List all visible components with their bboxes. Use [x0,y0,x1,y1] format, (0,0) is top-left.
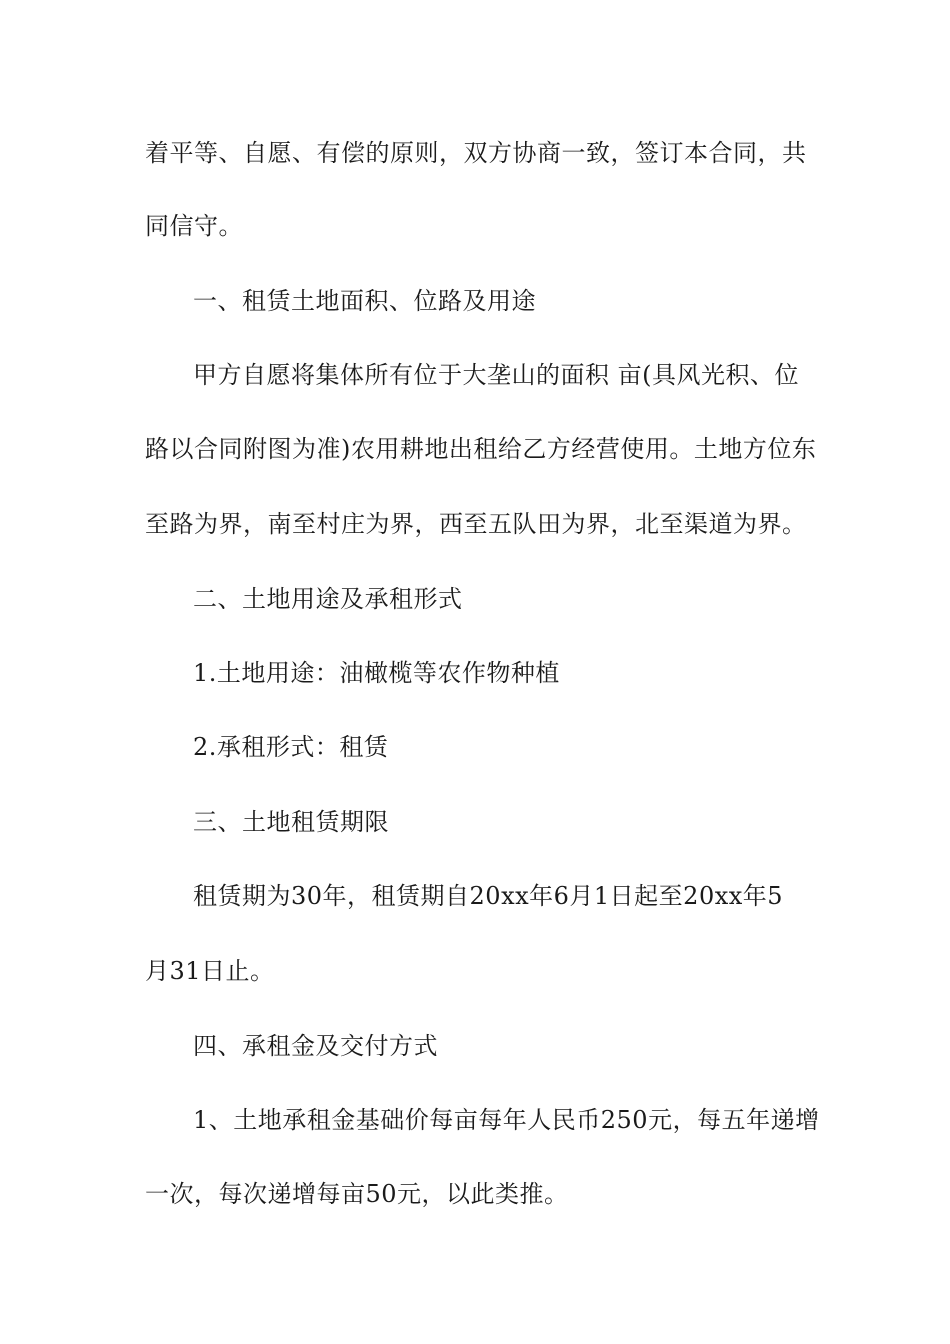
paragraph-line: 一次，每次递增每亩50元，以此类推。 [145,1180,569,1208]
section-heading: 一、租赁土地面积、位路及用途 [193,287,536,315]
section-heading: 四、承租金及交付方式 [193,1032,438,1060]
paragraph-line: 至路为界，南至村庄为界，西至五队田为界，北至渠道为界。 [145,510,807,538]
paragraph-line: 着平等、自愿、有偿的原则，双方协商一致，签订本合同，共 [145,139,807,167]
list-item: 1.土地用途：油橄榄等农作物种植 [193,659,560,687]
paragraph-line: 路以合同附图为准)农用耕地出租给乙方经营使用。土地方位东 [145,435,817,463]
paragraph-line: 同信守。 [145,212,243,240]
list-item: 1、土地承租金基础价每亩每年人民币250元，每五年递增 [193,1106,820,1134]
section-heading: 二、土地用途及承租形式 [193,585,463,613]
list-item: 2.承租形式：租赁 [193,733,389,761]
section-heading: 三、土地租赁期限 [193,808,389,836]
paragraph-line: 月31日止。 [145,957,275,985]
paragraph-line: 租赁期为30年，租赁期自20xx年6月1日起至20xx年5 [193,882,784,910]
paragraph-line: 甲方自愿将集体所有位于大垄山的面积 亩(具风光积、位 [193,361,799,389]
